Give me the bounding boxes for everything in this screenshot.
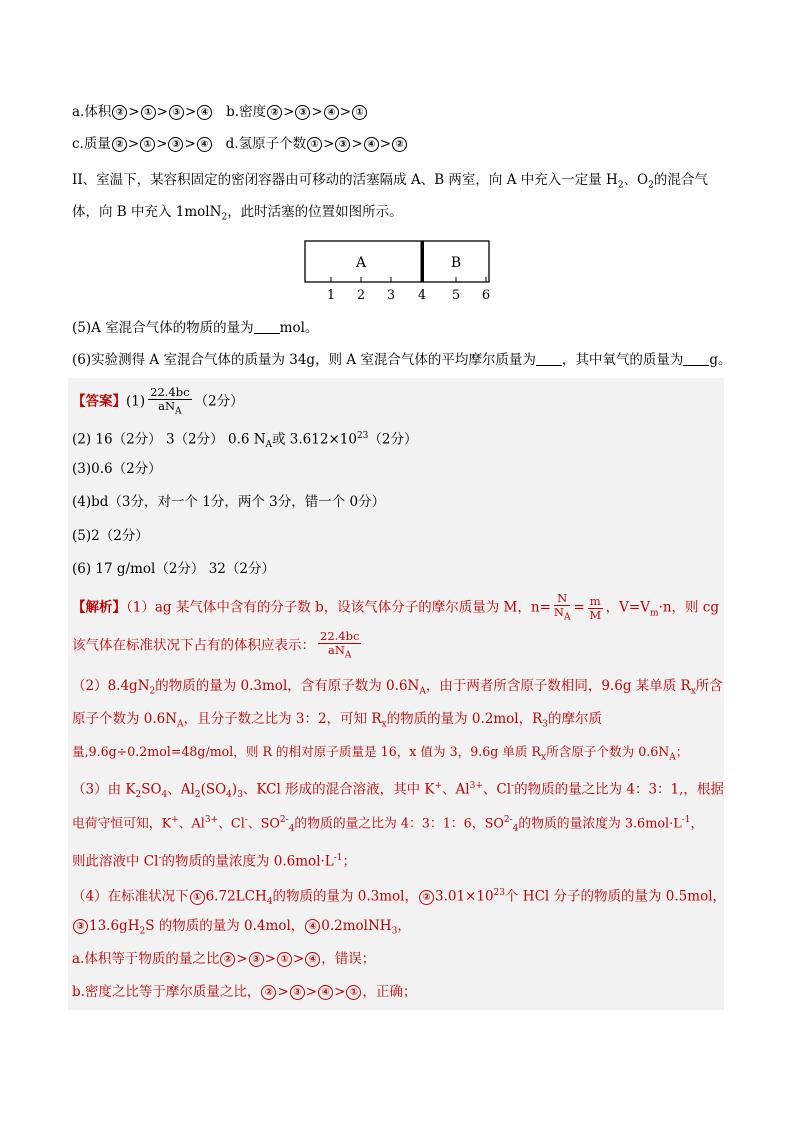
part2-line2: 体，向 B 中充入 1molN$_2$，此时活塞的位置如图所示。 (72, 204, 403, 223)
circle-num: ① (307, 137, 322, 152)
circle-num: ① (352, 105, 367, 120)
part2-line1: II、室温下，某容积固定的密闭容器由可移动的活塞隔成 A、B 两室，向 A 中充入一定量 $H_2$、$O_2$的混合气 (72, 172, 708, 191)
option-line-cd: c.质量 ② > ① > ③ > ④ d.氢原子个数 ① > ③ > ④ > ② (72, 134, 408, 154)
answer-4: (4)bd（3分，对一个 1分，两个 3分，错一个 0分） (72, 494, 386, 510)
answer-blank (254, 320, 280, 334)
piston-container-diagram (300, 236, 496, 306)
tick-label: 2 (356, 288, 366, 303)
circle-num: ③ (169, 105, 184, 120)
answer-blank (536, 352, 562, 366)
fraction: $\frac{22.4bc}{aN_A}$ (320, 629, 360, 661)
circle-num: ③ (290, 985, 305, 1000)
option-line-ab: a.体积 ② > ① > ③ > ④ b.密度 ② > ③ > ④ > ① (72, 102, 368, 122)
circle-num: ④ (364, 137, 379, 152)
analysis-2-line1: $(2)8.4gN_2$的物质的量为 0.3mol，含有原子数为 $0.6N_A$，由于两者所含原子数相同，9.6g 某单质 $R_x$所含 (72, 678, 723, 697)
circle-num: ④ (197, 137, 212, 152)
answer-3: (3)0.6（2分） (72, 461, 162, 477)
question-5: (5)A 室混合气体的物质的量为 mol。 (72, 320, 319, 336)
circle-num: ④ (197, 105, 212, 120)
circle-num: ② (419, 890, 434, 905)
answer-tag: 【答案】 (72, 393, 126, 410)
analysis-2-line2: 原子个数为 $0.6N_A$，且分子数之比为 3：2，可知 $R_x$的物质的量为 0.2mol，$R_3$的摩尔质 (72, 711, 602, 730)
circle-num: ④ (324, 105, 339, 120)
circle-num: ② (392, 137, 407, 152)
fraction: $\frac{22.4bc}{aN_A}$ (150, 385, 190, 417)
circle-num: ③ (249, 952, 264, 967)
circle-num: ② (267, 105, 282, 120)
analysis-4-line1: （4）在标准状况下 ① $6.72LCH_4$的物质的量为 0.3mol， ② $3.01\times 10^{23}$个 HCl 分子的物质的量为 0.5mol， (72, 888, 727, 908)
circle-num: ① (277, 952, 292, 967)
label-b: B (450, 255, 462, 271)
circle-num: ② (112, 105, 127, 120)
answer-5: (5)2（2分） (72, 528, 149, 544)
fraction: $\frac{m}{M}$ (589, 593, 602, 622)
answer-6: (6) 17 g/mol（2分） 32（2分） (72, 561, 275, 577)
tick-label: 4 (417, 288, 427, 303)
circle-num: ③ (168, 137, 183, 152)
analysis-tag: 【解析】 (72, 599, 126, 616)
analysis-3-line1: （3）由 $K_2SO_4$、$Al_2(SO_4)_3$、KCl 形成的混合溶液，其中 K+、$Al^{3+}$、Cl-的物质的量之比为 4：3：1,，根据 (72, 781, 724, 801)
analysis-1-line1: 【解析】（1）ag 某气体中含有的分子数 b，设该气体分子的摩尔质量为 M，n= $\frac{N}{N_A}$ = $\frac{m}{M}$ ，$V=V_m\cdot n$，则 cg (72, 591, 720, 623)
tick-label: 1 (326, 288, 336, 303)
tick-label: 6 (481, 288, 491, 303)
analysis-4-line2: ③ $13.6gH_2S$ 的物质的量为 0.4mol， ④ 0.2molNH$_3$， (72, 916, 411, 942)
analysis-3-line2: 电荷守恒可知，K+、$Al^{3+}$、Cl-、$SO^{2-}_4$的物质的量之比为 4：3：1：6，$SO^{2-}_4$的物质的量浓度为 $3.6mol\cdot L^{-1}$， (72, 815, 704, 834)
analysis-2-line3: 量,9.6g÷0.2mol=48g/mol，则 R 的相对原子质量是 16，x 值为 3，9.6g 单质 $R_x$所含原子个数为 $0.6N_A$； (72, 744, 689, 763)
tick-label: 5 (451, 288, 461, 303)
circle-num: ① (140, 137, 155, 152)
fraction: $\frac{N}{N_A}$ (553, 591, 571, 623)
circle-num: ③ (73, 919, 88, 934)
circle-num: ① (190, 890, 205, 905)
circle-num: ④ (305, 952, 320, 967)
circle-num: ④ (318, 985, 333, 1000)
circle-num: ② (261, 985, 276, 1000)
analysis-4-a: a.体积等于物质的量之比 ② > ③ > ① > ④ ，错误； (72, 951, 376, 967)
question-6: (6)实验测得 A 室混合气体的质量为 34g，则 A 室混合气体的平均摩尔质量为 ，其中氧气的质量为 g。 (72, 352, 732, 368)
circle-num: ④ (305, 919, 320, 934)
piston (421, 241, 425, 282)
answer-blank (683, 352, 709, 366)
analysis-4-b: b.密度之比等于摩尔质量之比， ② > ③ > ④ > ① ，正确； (72, 984, 417, 1000)
circle-num: ① (141, 105, 156, 120)
circle-num: ③ (295, 105, 310, 120)
answer-2: (2) 16（2分） 3（2分） 0.6 $N_A$或 $3.612\times 10^{23}(2$分） (72, 431, 418, 451)
circle-num: ① (346, 985, 361, 1000)
circle-num: ② (220, 952, 235, 967)
analysis-3-line3: 则此溶液中 Cl-的物质的量浓度为 $0.6mol\cdot L^{-1}$； (72, 853, 357, 870)
label-a: A (355, 255, 367, 271)
container-box (305, 241, 489, 282)
answer-1: 【答案】(1) $\frac{22.4bc}{aN_A}$ （2分） (72, 385, 244, 417)
tick-label: 3 (386, 288, 396, 303)
circle-num: ③ (335, 137, 350, 152)
analysis-1-line2: 该气体在标准状况下占有的体积应表示： $\frac{22.4bc}{aN_A}$ (72, 629, 360, 661)
circle-num: ② (112, 137, 127, 152)
